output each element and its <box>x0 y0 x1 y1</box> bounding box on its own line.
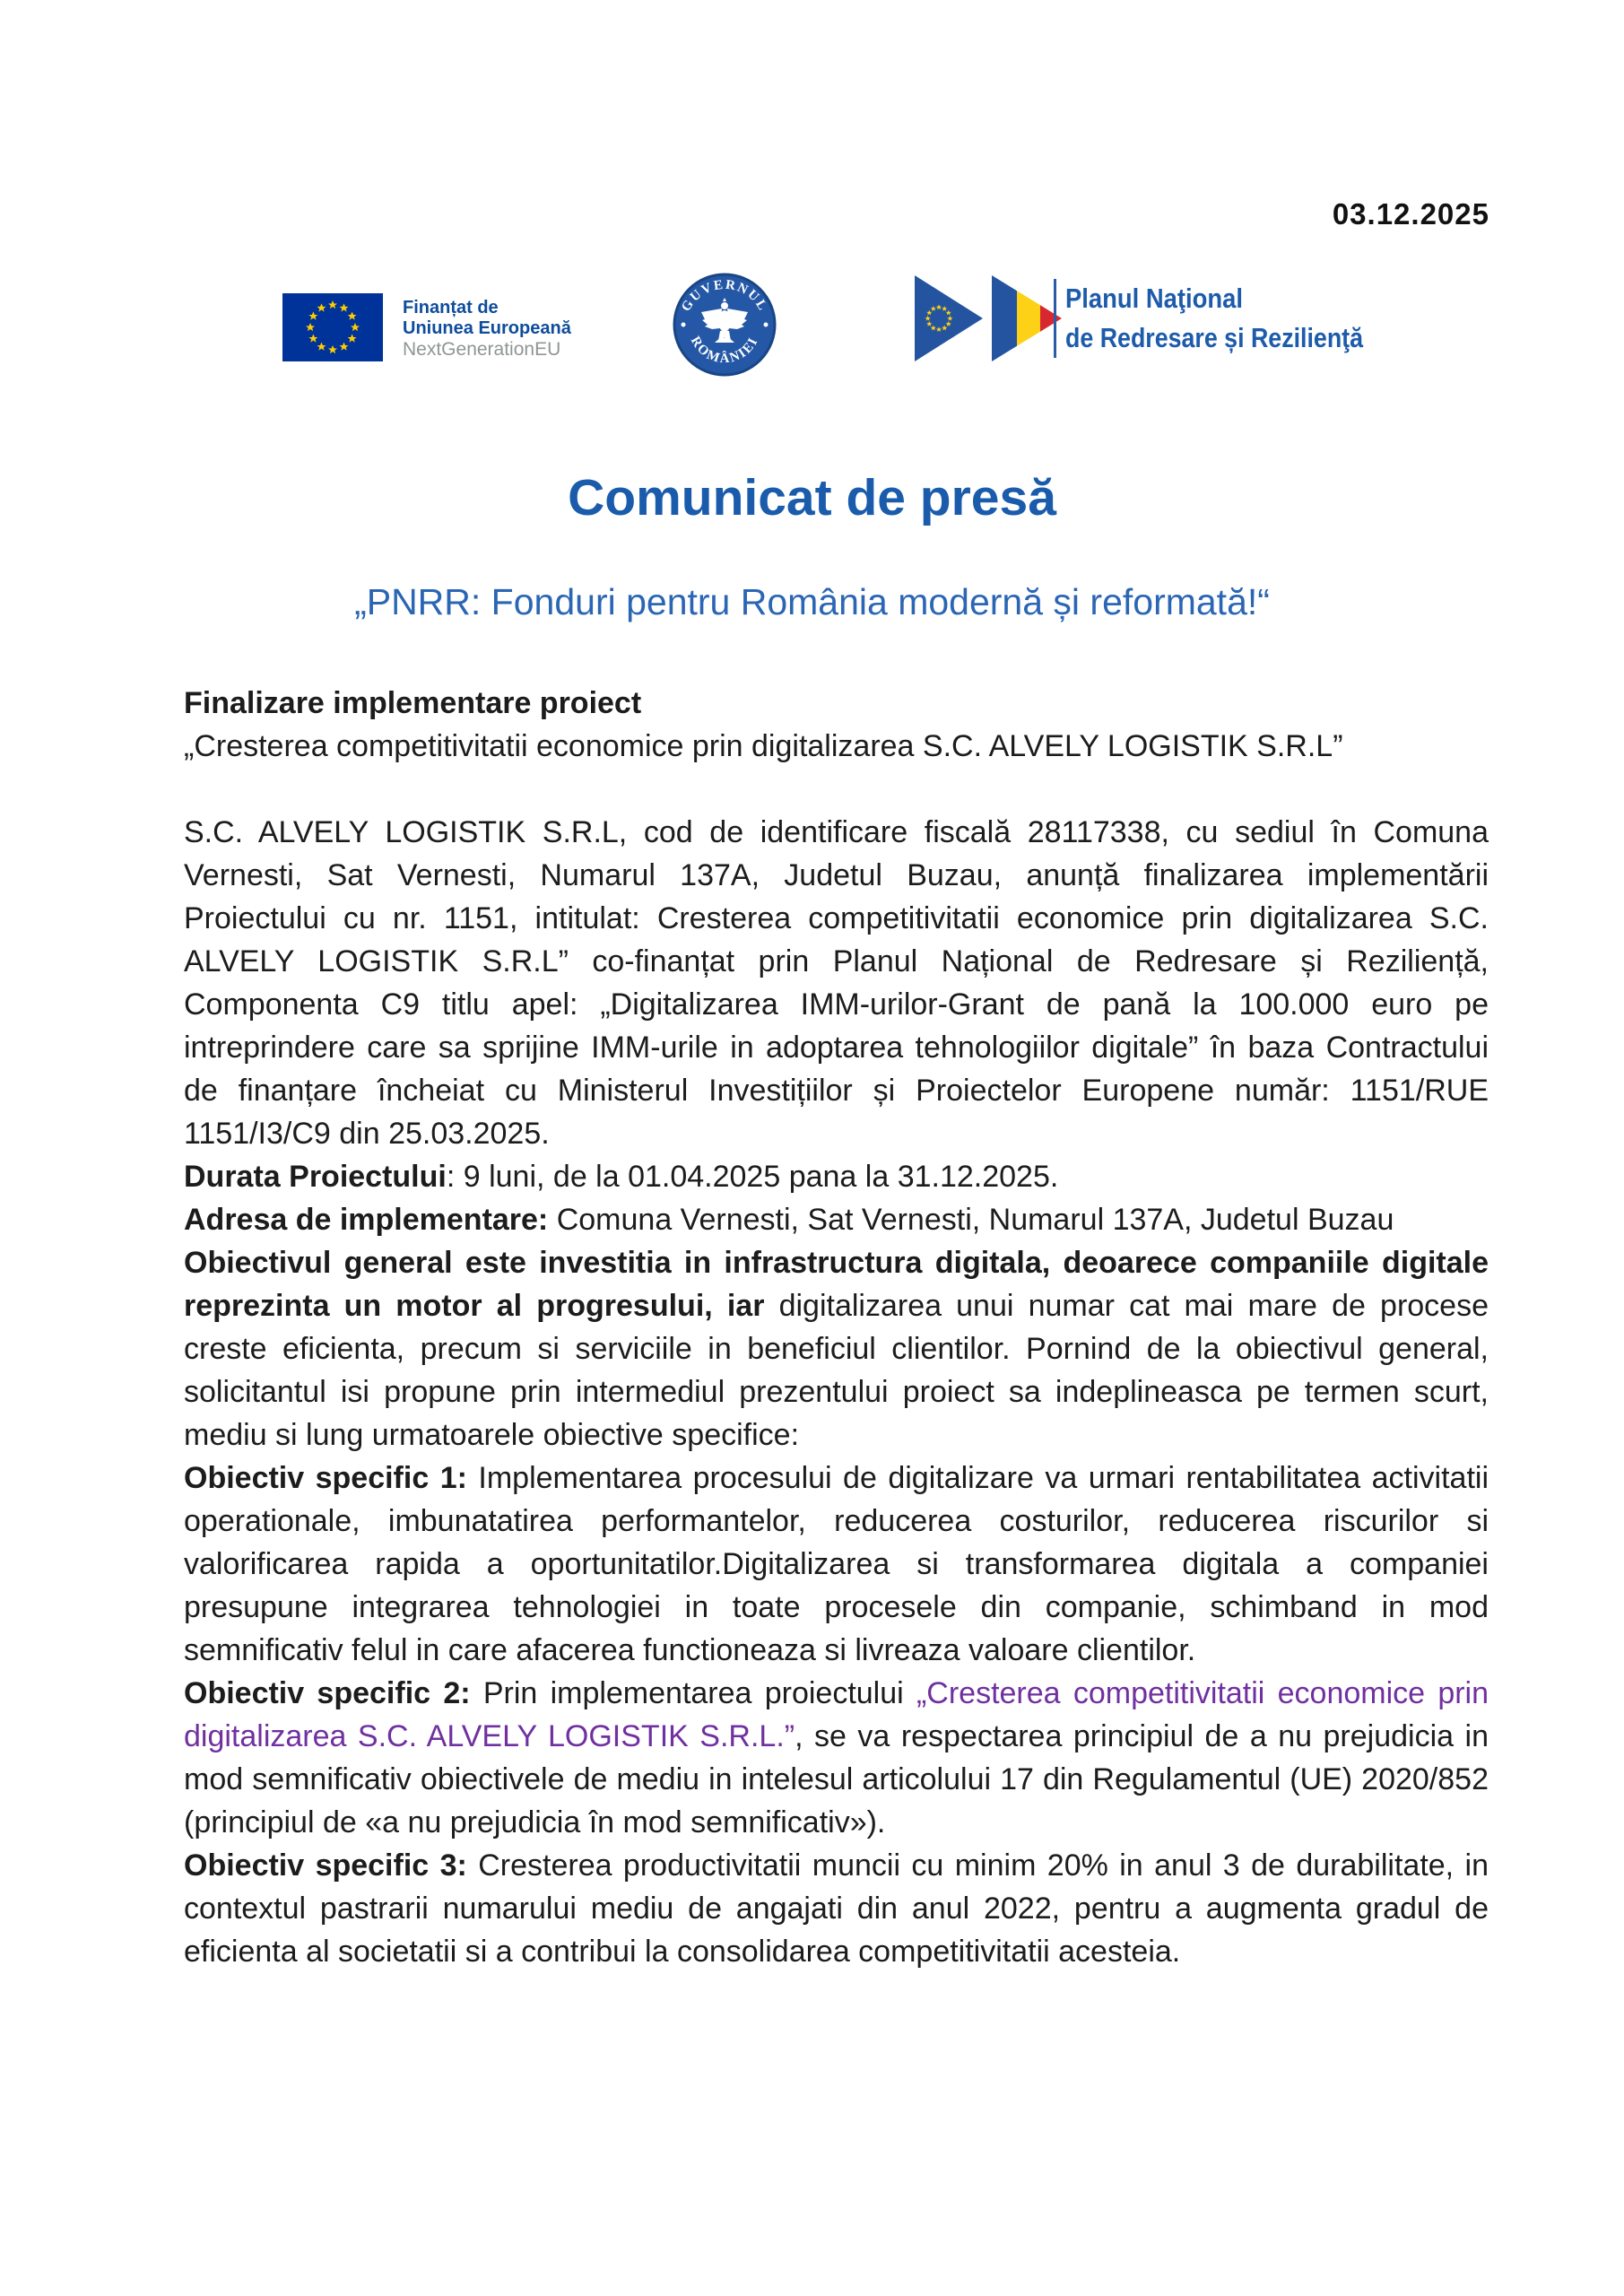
body-paragraph <box>184 1198 1489 1241</box>
body-paragraph <box>184 682 1489 725</box>
government-seal-icon <box>673 273 777 377</box>
body-text-segment: „Cresterea competitivitatii economice prin digitalizarea S.C. ALVELY LOGISTIK S.R.L” <box>184 729 1343 763</box>
eu-logo-line3: NextGenerationEU <box>403 339 561 360</box>
body-paragraph <box>184 768 1489 811</box>
body-text-segment: digitalizarea unui numar cat mai mare de procese creste eficienta, precum si serviciile in beneficiul clientilor. Pornind de la obiectivul general, solicitantul isi propune prin intermediul prezentului proiect sa indeplineasca pe termen scurt, mediu si lung urmatoarele obiective specifice: <box>184 1289 1489 1452</box>
body-text-segment: Durata Proiectului <box>184 1160 447 1194</box>
body-paragraph <box>184 1155 1489 1198</box>
body-text-segment: „Cresterea competitivitatii economice prin digitalizarea S.C. ALVELY LOGISTIK S.R.L.” <box>184 1676 1489 1753</box>
body-text-segment: Adresa de implementare: <box>184 1203 549 1237</box>
body-text-segment: Obiectiv specific 3: <box>184 1848 467 1883</box>
page-title: Comunicat de presă <box>568 469 1056 526</box>
body-text-segment: S.C. ALVELY LOGISTIK S.R.L, cod de identificare fiscală 28117338, cu sediul în Comuna Vernesti, Sat Vernesti, Numarul 137A, Judetul Buzau, anunță finalizarea implementării Proiectului cu nr. 1151, intitulat: Cresterea competitivitatii economice prin digitalizarea S.C. ALVELY LOGISTIK S.R.L” co-finanțat prin Planul Național de Redresare și Reziliență, Componenta C9 titlu apel: „Digitalizarea IMM-urilor-Grant de pană la 100.000 euro pe intreprindere care sa sprijine IMM-urile in adoptarea tehnologiilor digitale” în baza Contractului de finanțare încheiat cu Ministerul Investițiilor și Proiectelor Europene număr: 1151/RUE 1151/I3/C9 din 25.03.2025. <box>184 815 1489 1151</box>
body-paragraph <box>184 811 1489 1155</box>
body-paragraph <box>184 1672 1489 1844</box>
body-text-segment: , se va respectarea principiul de a nu prejudicia in mod semnificativ obiectivele de mediu in intelesul articolului 17 din Regulamentul (UE) 2020/852 (principiul de «a nu prejudicia în mod semnificativ»). <box>184 1719 1489 1839</box>
body-text-segment: Comuna Vernesti, Sat Vernesti, Numarul 137A, Judetul Buzau <box>548 1203 1394 1237</box>
pnrr-logo-line1: Planul Naţional <box>1065 283 1243 314</box>
pnrr-logo-icon <box>915 272 1390 365</box>
romanian-government-seal <box>673 273 777 381</box>
eu-logo-line1: Finanțat de <box>403 298 499 317</box>
body-paragraph <box>184 1241 1489 1457</box>
eu-flag-icon <box>282 292 383 362</box>
pnrr-logo <box>915 272 1390 370</box>
eu-funded-logo <box>282 292 571 362</box>
body-paragraph <box>184 725 1489 768</box>
eu-logo-line2: Uniunea Europeană <box>403 318 571 338</box>
page-subtitle: „PNRR: Fonduri pentru România modernă și reformată!“ <box>354 581 1270 622</box>
body-text-segment: Cresterea productivitatii muncii cu minim 20% in anul 3 de durabilitate, in contextul pastrarii numarului mediu de angajati din anul 2022, pentru a augmenta gradul de eficienta al societatii si a contribui la consolidarea competitivitatii acesteia. <box>184 1848 1489 1969</box>
seal-text-top: GUVERNUL <box>679 277 770 315</box>
seal-text-bottom: ROMÂNIEI <box>687 334 762 367</box>
body-text <box>184 682 1489 1973</box>
body-text-segment: Obiectivul general este investitia in infrastructura digitala, deoarece companiile digitale reprezinta un motor al progresului, iar <box>184 1246 1489 1323</box>
document-date: 03.12.2025 <box>1332 197 1489 230</box>
body-text-segment: Obiectiv specific 2: <box>184 1676 471 1710</box>
body-text-segment: Finalizare implementare proiect <box>184 686 642 720</box>
body-text-segment: : 9 luni, de la 01.04.2025 pana la 31.12.2025. <box>446 1160 1059 1194</box>
body-paragraph <box>184 1457 1489 1672</box>
body-text-segment: Obiectiv specific 1: <box>184 1461 467 1495</box>
body-text-segment: Prin implementarea proiectului <box>470 1676 916 1710</box>
eu-logo-text <box>403 292 571 360</box>
body-paragraph <box>184 1844 1489 1973</box>
pnrr-logo-line2: de Redresare și Rezilienţă <box>1065 322 1364 353</box>
body-text-segment: Implementarea procesului de digitalizare va urmari rentabilitatea activitatii operationale, imbunatatirea performantelor, reducerea costurilor, reducerea riscurilor si valorificarea rapida a oportunitatilor.Digitalizarea si transformarea digitala a companiei presupune integrarea tehnologiei in toate procesele din companie, schimband in mod semnificativ felul in care afacerea functioneaza si livreaza valoare clientilor. <box>184 1461 1489 1667</box>
